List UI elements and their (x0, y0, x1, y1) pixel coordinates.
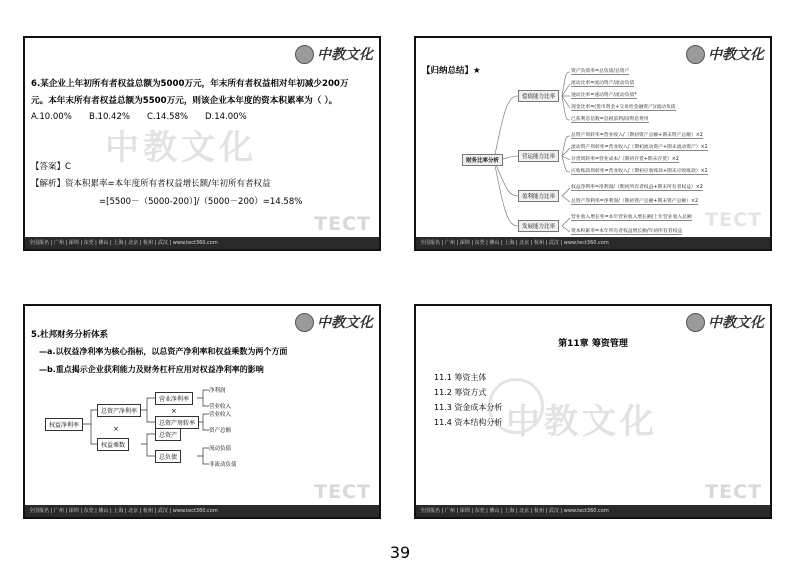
slide-title: 【归纳总结】★ (422, 66, 481, 76)
dupont-total-assets: 总资产 (155, 428, 181, 441)
chapter-item: 11.2 筹资方式 (434, 388, 487, 397)
tect-watermark: TECT (314, 213, 371, 235)
mindmap-leaf: 总资产净利率=净利润/（期初资产总额+期末资产总额）×2 (571, 199, 699, 204)
mindmap-group-solvency: 偿债能力比率 (518, 90, 559, 102)
dupont-net-profit: 净利润 (209, 388, 226, 394)
option-d: D.14.00% (205, 112, 247, 122)
dupont-total-asset-net: 总资产净利率 (97, 404, 141, 417)
mindmap-leaf: 现金比率=(货币资金+交易性金融资产)/流动负债 (571, 105, 676, 110)
chapter-item: 11.4 资本结构分析 (434, 418, 503, 427)
logo-text: 中教文化 (317, 47, 373, 63)
point-a: —a.以权益净利率为核心指标，以总资产净利率和权益乘数为两个方面 (39, 347, 288, 356)
logo-emblem-icon (686, 313, 705, 332)
mindmap-group-operation: 营运能力比率 (518, 150, 559, 162)
chapter-item: 11.3 资金成本分析 (434, 403, 503, 412)
mindmap-leaf: 流动资产周转率=营业收入/（期初流动资产+期末流动资产）×2 (571, 145, 708, 150)
slide-dupont (23, 304, 381, 519)
slide-summary-mindmap (414, 36, 772, 251)
brand-logo (686, 312, 764, 332)
analysis-line-2: =[5500－（5000-200）]/（5000－200）=14.58% (99, 197, 303, 207)
logo-text: 中教文化 (317, 315, 373, 331)
watermark: 中教文化 (506, 402, 658, 442)
mindmap-leaf: 资本积累率=本年所有者权益增长额/年初所有者权益 (571, 229, 683, 234)
analysis-line-1: 【解析】资本积累率=本年度所有者权益增长额/年初所有者权益 (31, 179, 271, 189)
logo-text: 中教文化 (708, 47, 764, 63)
mindmap-center: 财务比率分析 (462, 154, 503, 166)
slide-footer: 全国报名 | 广州 | 深圳 | 东莞 | 佛山 | 上海 | 北京 | 杭州 | 武汉 | www.tect360.com (25, 505, 379, 517)
option-b: B.10.42% (89, 112, 130, 122)
tect-watermark: TECT (705, 481, 762, 503)
tect-watermark: TECT (705, 209, 762, 231)
chapter-title: 第11章 筹资管理 (558, 339, 628, 349)
dupont-noncurrent-liab: 非流动负债 (209, 462, 237, 468)
dupont-total-liab: 总负债 (155, 450, 181, 463)
mindmap-group-profit: 盈利能力比率 (518, 190, 559, 202)
mindmap-leaf: 存货周转率=营业成本/（期初存货+期末存货）×2 (571, 157, 679, 162)
logo-text: 中教文化 (708, 315, 764, 331)
mindmap-leaf: 资产负债率=总负债/总资产 (571, 69, 630, 74)
mindmap-leaf: 流动比率=流动资产/流动负债 (571, 81, 635, 86)
question-line-1: 6.某企业上年初所有者权益总额为5000万元，年末所有者权益相对年初减少200万 (31, 79, 349, 89)
chapter-item: 11.1 筹资主体 (434, 373, 487, 382)
dupont-equity-multiplier: 权益乘数 (97, 438, 129, 451)
logo-emblem-icon (295, 45, 314, 64)
slide-question (23, 36, 381, 251)
dupont-asset-turnover: 总资产周转率 (155, 416, 199, 429)
option-c: C.14.58% (147, 112, 189, 122)
dupont-revenue: 营业收入 (209, 412, 232, 418)
watermark: 中教文化 (105, 128, 257, 168)
point-b: —b.重点揭示企业获利能力及财务杠杆应用对权益净利率的影响 (39, 365, 264, 374)
dupont-root: 权益净利率 (45, 418, 83, 431)
slide-chapter (414, 304, 772, 519)
dupont-times-sign: × (171, 407, 177, 415)
dupont-current-liab: 流动负债 (209, 446, 232, 452)
mindmap-group-growth: 发展能力比率 (518, 220, 559, 232)
mindmap-leaf: 速动比率=速动资产/流动负债* (571, 93, 637, 98)
page-number: 39 (389, 543, 411, 562)
slide-title: 5.杜邦财务分析体系 (31, 330, 109, 340)
option-a: A.10.00% (31, 112, 72, 122)
mindmap-leaf: 权益净利率=净利润/（期初所有者权益+期末所有者权益）×2 (571, 185, 703, 190)
slide-footer: 全国报名 | 广州 | 深圳 | 东莞 | 佛山 | 上海 | 北京 | 杭州 | 武汉 | www.tect360.com (416, 505, 770, 517)
mindmap-leaf: 已获利息倍数=息税前利润/利息费用 (571, 117, 649, 122)
dupont-assets: 资产总额 (209, 428, 232, 434)
mindmap-leaf: 总资产周转率=营业收入/（期初资产总额+期末资产总额）×2 (571, 133, 703, 138)
mindmap-leaf: 应收账款周转率=营业收入/（期初应收账款+期末应收账款）×2 (571, 169, 708, 174)
tect-watermark: TECT (314, 481, 371, 503)
slide-footer: 全国报名 | 广州 | 深圳 | 东莞 | 佛山 | 上海 | 北京 | 杭州 | 武汉 | www.tect360.com (416, 237, 770, 249)
slide-footer: 全国报名 | 广州 | 深圳 | 东莞 | 佛山 | 上海 | 北京 | 杭州 | 武汉 | www.tect360.com (25, 237, 379, 249)
question-line-2: 元。本年末所有者权益总额为5500万元，则该企业本年度的资本积累率为（ ）。 (31, 96, 338, 106)
dupont-times-sign: × (113, 425, 119, 433)
dupont-sales-margin: 营业净利率 (155, 392, 193, 405)
brand-logo (295, 44, 373, 64)
answer: 【答案】C (31, 162, 71, 172)
mindmap-leaf: 营业收入增长率=本年营业收入增长额/上年营业收入总额 (571, 215, 692, 220)
dupont-revenue: 营业收入 (209, 404, 232, 410)
